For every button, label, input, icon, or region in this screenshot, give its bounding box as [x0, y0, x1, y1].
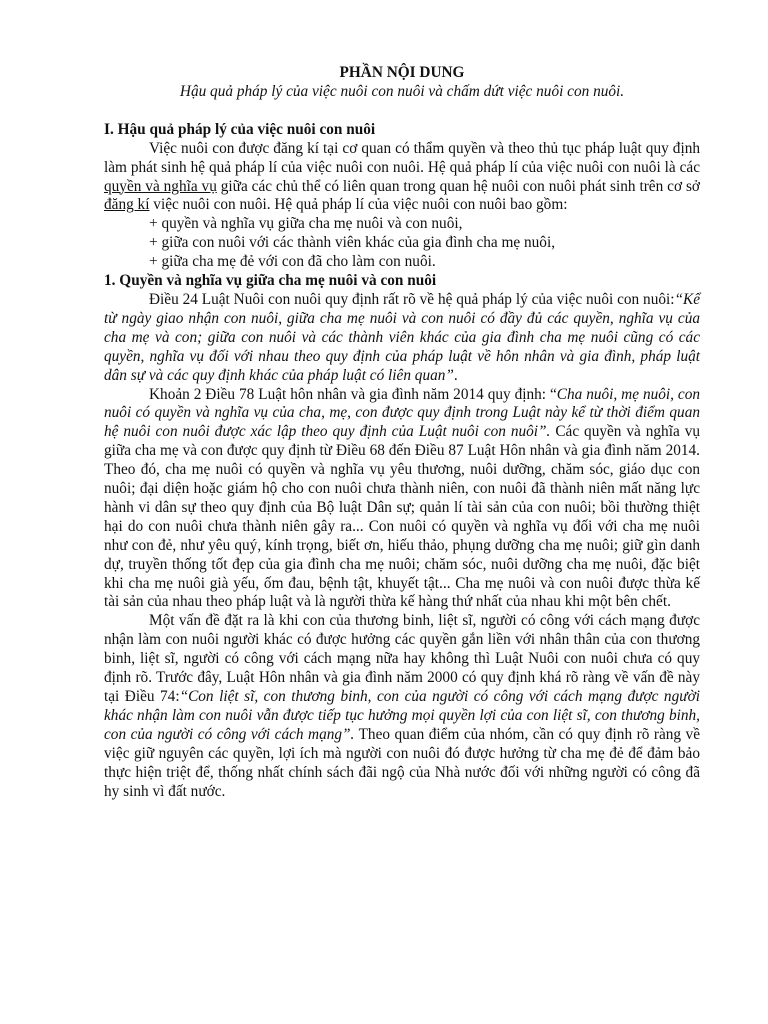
text-run: Khoản 2 Điều 78 Luật hôn nhân và gia đình năm 2014 quy định: “ — [149, 385, 557, 403]
section-heading-2: 1. Quyền và nghĩa vụ giữa cha mẹ nuôi và con nuôi — [104, 272, 437, 290]
text-run: Việc nuôi con được đăng kí tại cơ quan có thẩm quyền và theo thủ tục pháp luật quy định làm phát sinh hệ quả pháp lí của việc nuôi con nuôi. Hệ quả pháp lí của việc nuôi con nuôi là các — [104, 139, 700, 176]
quoted-law-text: “Con liệt sĩ, con thương binh, con của người có công với cách mạng được người khác nhận làm con nuôi vẫn được tiếp tục hưởng mọi quyền lợi của con liệt sĩ, con thương binh, con của người có công với cách mạng”. — [104, 688, 700, 743]
article-78-paragraph — [104, 386, 700, 613]
document-page — [104, 64, 700, 801]
list-item: + quyền và nghĩa vụ giữa cha mẹ nuôi và con nuôi, — [149, 215, 463, 233]
underlined-term: quyền và nghĩa vụ — [104, 177, 217, 195]
list-item: + giữa cha mẹ đẻ với con đã cho làm con nuôi. — [149, 253, 436, 271]
text-run: Các quyền và nghĩa vụ giữa cha mẹ và con được quy định từ Điều 68 đến Điều 87 Luật Hôn nhân và gia đình năm 2014. Theo đó, cha mẹ nuôi có quyền và nghĩa vụ yêu thương, nuôi dưỡng, chăm sóc, giáo dục con nuôi; đại diện hoặc giám hộ cho con nuôi chưa thành niên, con nuôi đã thành niên mất năng lực hành vi dân sự theo quy định của Bộ luật Dân sự; quản lí tài sản của con nuôi; bồi thường thiệt hại do con nuôi chưa thành niên gây ra... Con nuôi có quyền và nghĩa vụ đối với cha mẹ nuôi như con đẻ, như yêu quý, kính trọng, biết ơn, hiếu thảo, phụng dưỡng cha mẹ nuôi; giữ gìn danh dự, truyền thống tốt đẹp của gia đình cha mẹ nuôi; chăm sóc, nuôi dưỡng cha mẹ nuôi, đặc biệt khi cha mẹ nuôi già yếu, ốm đau, bệnh tật, khuyết tật... Cha mẹ nuôi và con nuôi được thừa kế tài sản của nhau theo pháp luật và là người thừa kế hàng thứ nhất của nhau khi một bên chết. — [104, 423, 700, 611]
text-run: Một vấn đề đặt ra là khi con của thương binh, liệt sĩ, người có công với cách mạng được nhận làm con nuôi người khác có được hưởng các quyền gắn liền với nhân thân của con thương binh, liệt sĩ, người có công với cách mạng nữa hay không thì Luật Nuôi con nuôi chưa có quy định rõ. Trước đây, Luật Hôn nhân và gia đình năm 2000 có quy định khá rõ ràng về vấn đề này tại Điều 74: — [104, 612, 700, 705]
text-run: giữa các chủ thể có liên quan trong quan hệ nuôi con nuôi phát sinh trên cơ sở — [216, 177, 700, 195]
quoted-law-text: “Kể từ ngày giao nhận con nuôi, giữa cha mẹ nuôi và con nuôi có đầy đủ các quyền, nghĩa vụ của cha mẹ và con; giữa con nuôi và các thành viên khác của gia đình cha mẹ nuôi cũng có các quyền, nghĩa vụ đối với nhau theo quy định của pháp luật về hôn nhân và gia đình, pháp luật dân sự và các quy định khác của pháp luật có liên quan” — [104, 290, 700, 384]
text-run: Theo quan điểm của nhóm, cần có quy định rõ ràng về việc giữ nguyên các quyền, lợi ích mà người con nuôi đó được hưởng từ cha mẹ đẻ để đảm bảo thực hiện triệt để, thống nhất chính sách đãi ngộ của Nhà nước đối với những người có công đã hy sinh vì đất nước. — [104, 725, 700, 800]
article-24-paragraph — [104, 291, 700, 386]
text-run: việc nuôi con nuôi. Hệ quả pháp lí của việc nuôi con nuôi bao gồm: — [149, 196, 568, 214]
section-heading-1: I. Hậu quả pháp lý của việc nuôi con nuôi — [104, 120, 376, 138]
list-item: + giữa con nuôi với các thành viên khác của gia đình cha mẹ nuôi, — [149, 234, 556, 252]
article-74-paragraph — [104, 612, 700, 801]
text-run: Điều 24 Luật Nuôi con nuôi quy định rất rõ về hệ quả pháp lý của việc nuôi con nuôi: — [149, 290, 675, 308]
page-title: PHẦN NỘI DUNG — [339, 64, 465, 81]
blank-line — [104, 102, 700, 121]
section1-paragraph — [104, 140, 700, 216]
page-subtitle: Hậu quả pháp lý của việc nuôi con nuôi và chấm dứt việc nuôi con nuôi. — [179, 82, 625, 100]
text-run: . — [453, 366, 458, 384]
underlined-term: đăng kí — [104, 196, 150, 214]
quoted-law-text: Cha nuôi, mẹ nuôi, con nuôi có quyền và nghĩa vụ của cha, mẹ, con được quy định trong Luật này kể từ thời điểm quan hệ nuôi con nuôi được xác lập theo quy định của Luật nuôi con nuôi”. — [104, 385, 700, 441]
